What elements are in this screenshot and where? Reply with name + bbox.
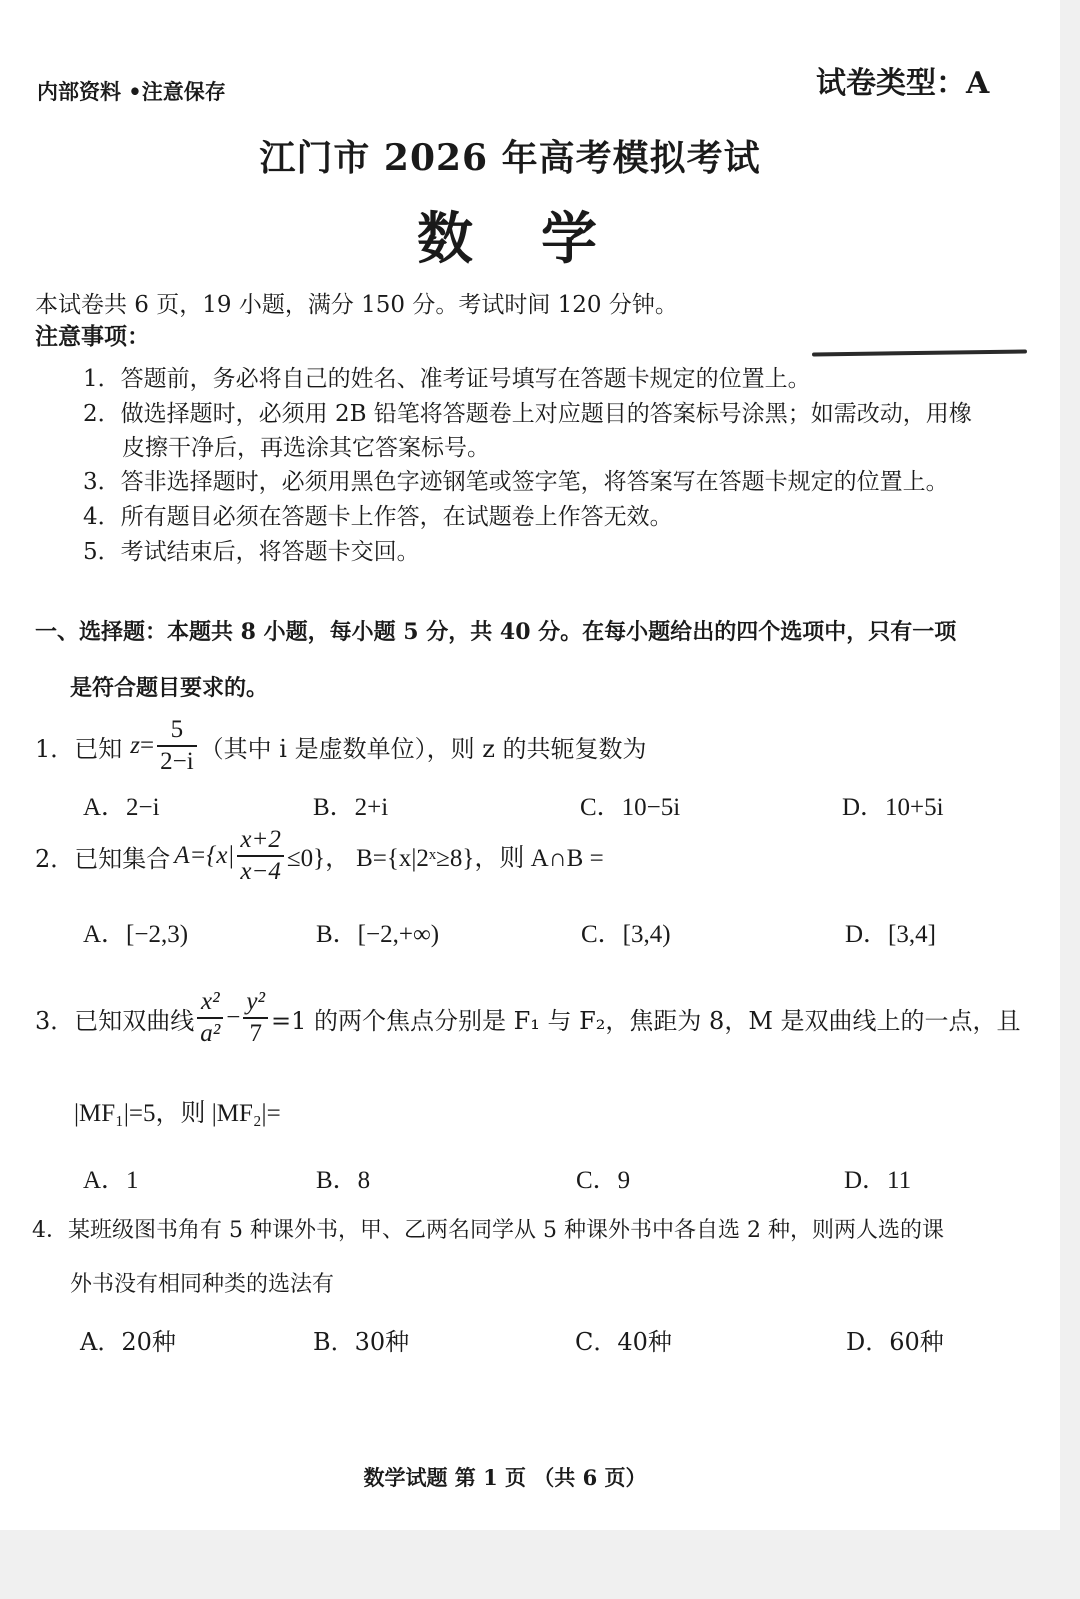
variable-z: z (130, 732, 141, 759)
exam-intro: 本试卷共 6 页，19 小题，满分 150 分。考试时间 120 分钟。 (35, 292, 678, 318)
notice-heading: 注意事项： (35, 323, 150, 350)
option-b: B．30种 (313, 1328, 410, 1356)
question-text: 已知 (74, 734, 123, 763)
question-text: =1 的两个焦点分别是 F₁ 与 F₂，焦距为 8，M 是双曲线上的一点，且 (270, 1006, 1021, 1035)
section-heading: 一、选择题：本题共 8 小题，每小题 5 分，共 40 分。在每小题给出的四个选项中，只有一项 (35, 619, 957, 645)
fraction (197, 987, 223, 1049)
option-b: B．[−2,+∞) (316, 921, 440, 948)
option-a: A．[−2,3) (83, 921, 189, 948)
fraction-numerator: x+2 (237, 825, 283, 857)
question-number: 1． (35, 734, 75, 763)
fraction-denominator: a² (200, 1020, 221, 1047)
option-d: D．10+5i (842, 794, 944, 821)
option-b: B．8 (316, 1167, 371, 1194)
section-heading-continued: 是符合题目要求的。 (70, 675, 269, 701)
question-number: 3． (35, 1006, 75, 1035)
set-b: B={x|2ˣ≥8}，则 A∩B = (356, 845, 604, 872)
fraction-numerator: y² (243, 987, 268, 1019)
option-a: A．1 (83, 1167, 139, 1194)
set-a: A={x| (174, 842, 235, 869)
notice-item: 5．考试结束后，将答题卡交回。 (83, 539, 420, 565)
fraction-denominator: 7 (249, 1020, 262, 1047)
option-d: D．[3,4] (845, 921, 936, 948)
fraction-denominator: x−4 (240, 858, 281, 885)
option-c: C．10−5i (580, 794, 681, 821)
paper-type-label: 试卷类型：A (816, 66, 990, 101)
question-3 (35, 987, 1021, 1049)
minus-sign: − (226, 1004, 241, 1031)
fraction-numerator: 5 (157, 715, 197, 747)
fraction (157, 715, 197, 777)
notice-item: 2．做选择题时，必须用 2B 铅笔将答题卷上对应题目的答案标号涂黑；如需改动，用橡 (83, 401, 972, 427)
option-d: D．60种 (846, 1328, 944, 1356)
notice-item-continued: 皮擦干净后，再选涂其它答案标号。 (122, 435, 490, 461)
page-footer: 数学试题 第 1 页 （共 6 页） (363, 1465, 647, 1490)
internal-note: 内部资料 •注意保存 (37, 79, 226, 104)
inequality: ≤0}， (286, 845, 351, 872)
option-b: B．2+i (313, 794, 389, 821)
exam-title: 江门市 2026 年高考模拟考试 (259, 137, 761, 179)
equals-sign: = (140, 732, 155, 759)
question-text: （其中 i 是虚数单位），则 z 的共轭复数为 (199, 734, 647, 763)
notice-item: 3．答非选择题时，必须用黑色字迹钢笔或签字笔，将答案写在答题卡规定的位置上。 (83, 469, 949, 495)
question-text: 已知双曲线 (74, 1006, 195, 1035)
question-text-continued: |MF₁|=5，则 |MF₂|= (74, 1100, 281, 1127)
notice-item: 1．答题前，务必将自己的姓名、准考证号填写在答题卡规定的位置上。 (83, 366, 811, 392)
option-d: D．11 (844, 1167, 912, 1194)
pen-stroke-mark (812, 349, 1027, 356)
question-text-continued: 外书没有相同种类的选法有 (70, 1272, 335, 1297)
option-a: A．20种 (80, 1328, 176, 1356)
question-4: 4．某班级图书角有 5 种课外书，甲、乙两名同学从 5 种课外书中各自选 2 种，则两人选的课 (32, 1218, 944, 1243)
question-2 (35, 825, 604, 887)
question-1 (35, 715, 647, 777)
option-c: C．[3,4) (581, 921, 671, 948)
subject-title: 数 学 (417, 206, 603, 272)
option-c: C．9 (576, 1167, 631, 1194)
fraction-numerator: x² (197, 987, 223, 1019)
fraction (243, 987, 268, 1049)
fraction-denominator: 2−i (160, 748, 194, 775)
option-a: A．2−i (83, 794, 160, 821)
question-number: 2． (35, 844, 75, 873)
fraction (237, 825, 283, 887)
option-c: C．40种 (575, 1328, 672, 1356)
notice-item: 4．所有题目必须在答题卡上作答，在试题卷上作答无效。 (83, 504, 673, 530)
question-text: 已知集合 (74, 844, 171, 873)
